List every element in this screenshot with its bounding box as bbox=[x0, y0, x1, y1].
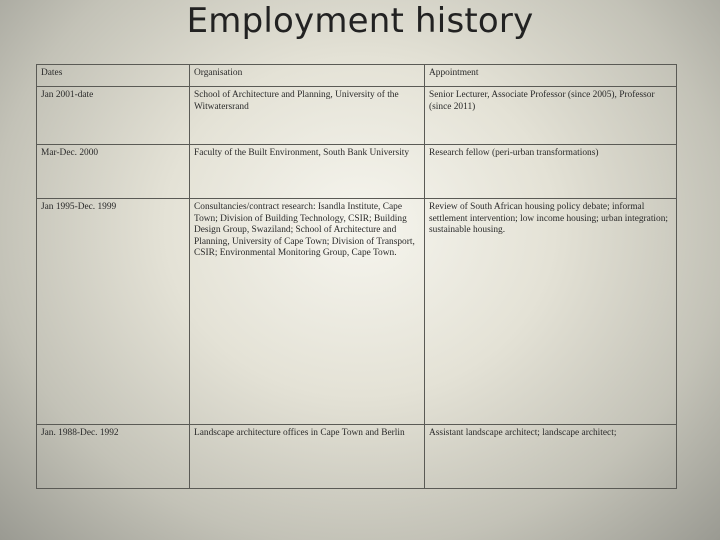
cell-organisation: Consultancies/contract research: Isandla Institute, Cape Town; Division of Building Technology, CSIR; Building Design Group, Swaziland; School of Architecture and Planning, University of Cape Town; Division of Transport, CSIR; Environmental Monitoring Group, Cape Town. bbox=[190, 199, 425, 425]
cell-organisation: School of Architecture and Planning, University of the Witwatersrand bbox=[190, 87, 425, 145]
cell-appointment: Research fellow (peri-urban transformations) bbox=[425, 145, 677, 199]
cell-organisation: Faculty of the Built Environment, South Bank University bbox=[190, 145, 425, 199]
slide-title: Employment history bbox=[186, 1, 534, 41]
table-row bbox=[37, 425, 677, 489]
table-row bbox=[37, 145, 677, 199]
employment-table bbox=[36, 64, 677, 489]
cell-dates: Jan. 1988-Dec. 1992 bbox=[37, 425, 190, 489]
cell-organisation: Landscape architecture offices in Cape Town and Berlin bbox=[190, 425, 425, 489]
cell-appointment: Review of South African housing policy debate; informal settlement intervention; low income housing; urban integration; sustainable housing. bbox=[425, 199, 677, 425]
table-header-row bbox=[37, 65, 677, 87]
cell-appointment: Senior Lecturer, Associate Professor (since 2005), Professor (since 2011) bbox=[425, 87, 677, 145]
table-row bbox=[37, 199, 677, 425]
header-appointment: Appointment bbox=[425, 65, 677, 87]
header-dates: Dates bbox=[37, 65, 190, 87]
table-row bbox=[37, 87, 677, 145]
cell-dates: Jan 2001-date bbox=[37, 87, 190, 145]
cell-appointment: Assistant landscape architect; landscape architect; bbox=[425, 425, 677, 489]
cell-dates: Mar-Dec. 2000 bbox=[37, 145, 190, 199]
cell-dates: Jan 1995-Dec. 1999 bbox=[37, 199, 190, 425]
header-organisation: Organisation bbox=[190, 65, 425, 87]
